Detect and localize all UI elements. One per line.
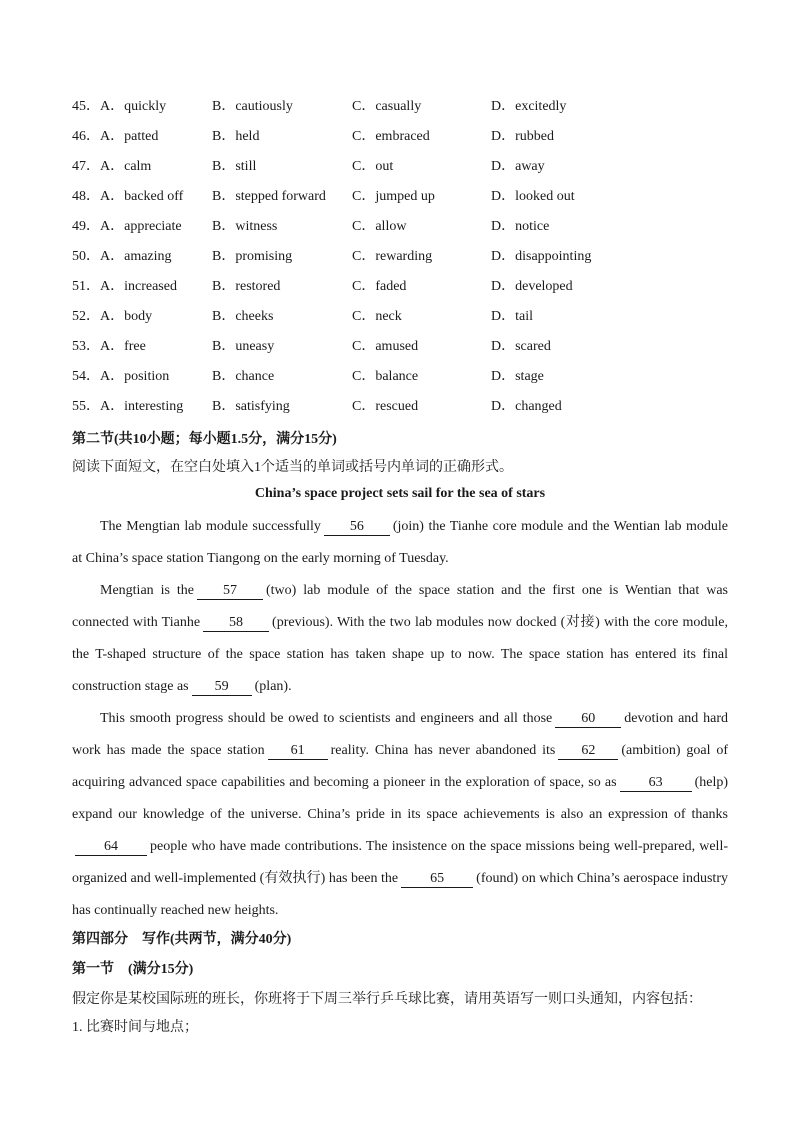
question-number: 45．: [72, 99, 100, 114]
option-a: A．calm: [100, 159, 152, 174]
question-row: [72, 126, 732, 156]
option-b: B．satisfying: [212, 399, 290, 414]
option-a: A．increased: [100, 279, 177, 294]
option-c: C．neck: [352, 309, 402, 324]
question-row: [72, 96, 732, 126]
question-row: [72, 156, 732, 186]
option-b: B．promising: [212, 249, 293, 264]
blank-63: 63: [620, 775, 692, 792]
passage-title: China’s space project sets sail for the sea of stars: [254, 486, 546, 501]
option-a: A．interesting: [100, 399, 184, 414]
option-c: C．allow: [352, 219, 407, 234]
question-number: 53．: [72, 339, 100, 354]
option-d: D．notice: [491, 219, 550, 234]
option-c: C．casually: [352, 99, 422, 114]
option-d: D．tail: [491, 309, 533, 324]
text: This smooth progress should be owed to scientists and engineers and all those: [100, 711, 553, 726]
option-c: C．amused: [352, 339, 419, 354]
option-c: C．balance: [352, 369, 419, 384]
text: devotion and hard work has made the space station: [72, 711, 728, 758]
option-b: B．uneasy: [212, 339, 275, 354]
option-d: D．developed: [491, 279, 573, 294]
blank-62: 62: [558, 743, 618, 760]
multiple-choice-options: [72, 96, 732, 426]
paragraph-3: [72, 703, 728, 927]
option-a: A．quickly: [100, 99, 167, 114]
section2-heading: 第二节(共10小题；每小题1.5分，满分15分): [72, 432, 337, 447]
text: Mengtian is the: [100, 583, 194, 598]
text: (ambition) goal of acquiring advanced space capabilities and becoming a pioneer in the exploration of space, so as: [72, 743, 728, 790]
question-row: [72, 306, 732, 336]
blank-65: 65: [401, 871, 473, 888]
text: (previous). With the two lab modules now docked (对接) with the core module, the T-shaped structure of the space station has taken shape up to now. The space station has entered its final construction stage as: [72, 615, 728, 694]
text: (two) lab module of the space station and the first one is Wentian that was connected with Tianhe: [72, 583, 728, 630]
question-number: 50．: [72, 249, 100, 264]
text: (found) on which China’s aerospace industry has continually reached new heights.: [72, 871, 728, 918]
option-b: B．cautiously: [212, 99, 293, 114]
option-a: A．backed off: [100, 189, 184, 204]
option-c: C．faded: [352, 279, 407, 294]
paragraph-1: [72, 511, 728, 575]
question-number: 54．: [72, 369, 100, 384]
question-number: 52．: [72, 309, 100, 324]
blank-64: 64: [75, 839, 147, 856]
option-d: D．excitedly: [491, 99, 567, 114]
question-row: [72, 186, 732, 216]
option-a: A．body: [100, 309, 153, 324]
writing-item-1: 1. 比赛时间与地点；: [72, 1020, 198, 1035]
blank-59: 59: [192, 679, 252, 696]
option-d: D．stage: [491, 369, 544, 384]
question-number: 55．: [72, 399, 100, 414]
option-d: D．rubbed: [491, 129, 554, 144]
option-d: D．changed: [491, 399, 562, 414]
option-b: B．witness: [212, 219, 278, 234]
paragraph-2: [72, 575, 728, 703]
blank-61: 61: [268, 743, 328, 760]
question-number: 48．: [72, 189, 100, 204]
question-row: [72, 246, 732, 276]
option-c: C．embraced: [352, 129, 430, 144]
option-a: A．free: [100, 339, 146, 354]
text: The Mengtian lab module successfully: [100, 519, 321, 534]
question-row: [72, 366, 732, 396]
option-c: C．rewarding: [352, 249, 433, 264]
question-row: [72, 336, 732, 366]
text: (plan).: [254, 679, 292, 694]
option-a: A．patted: [100, 129, 159, 144]
question-number: 51．: [72, 279, 100, 294]
text: people who have made contributions. The insistence on the space missions being well-prepared, well-organized and well-implemented (有效执行) has been the: [72, 839, 728, 886]
text: (join) the Tianhe core module and the Wentian lab module at China’s space station Tiangong on the early morning of Tuesday.: [72, 519, 729, 566]
option-a: A．amazing: [100, 249, 172, 264]
option-c: C．jumped up: [352, 189, 435, 204]
option-b: B．restored: [212, 279, 281, 294]
option-a: A．appreciate: [100, 219, 182, 234]
question-row: [72, 216, 732, 246]
option-b: B．still: [212, 159, 257, 174]
blank-60: 60: [555, 711, 621, 728]
option-b: B．chance: [212, 369, 275, 384]
option-d: D．disappointing: [491, 249, 592, 264]
option-a: A．position: [100, 369, 170, 384]
option-c: C．rescued: [352, 399, 419, 414]
question-number: 46．: [72, 129, 100, 144]
option-b: B．stepped forward: [212, 189, 326, 204]
text: (help) expand our knowledge of the universe. China’s pride in its space achievements is also an expression of thanks: [72, 775, 728, 822]
option-b: B．held: [212, 129, 260, 144]
option-d: D．away: [491, 159, 545, 174]
option-b: B．cheeks: [212, 309, 274, 324]
blank-57: 57: [197, 583, 263, 600]
question-row: [72, 276, 732, 306]
part4-heading: 第四部分 写作(共两节，满分40分): [72, 932, 292, 947]
question-number: 49．: [72, 219, 100, 234]
blank-56: 56: [324, 519, 390, 536]
option-c: C．out: [352, 159, 394, 174]
part4-section1-heading: 第一节 (满分15分): [72, 962, 194, 977]
question-row: [72, 396, 732, 426]
option-d: D．scared: [491, 339, 551, 354]
blank-58: 58: [203, 615, 269, 632]
writing-prompt: 假定你是某校国际班的班长，你班将于下周三举行乒乓球比赛，请用英语写一则口头通知，内容包括：: [72, 992, 702, 1007]
passage: [72, 511, 728, 927]
option-d: D．looked out: [491, 189, 575, 204]
section2-instruction: 阅读下面短文，在空白处填入1个适当的单词或括号内单词的正确形式。: [72, 460, 513, 475]
text: reality. China has never abandoned its: [330, 743, 556, 758]
question-number: 47．: [72, 159, 100, 174]
